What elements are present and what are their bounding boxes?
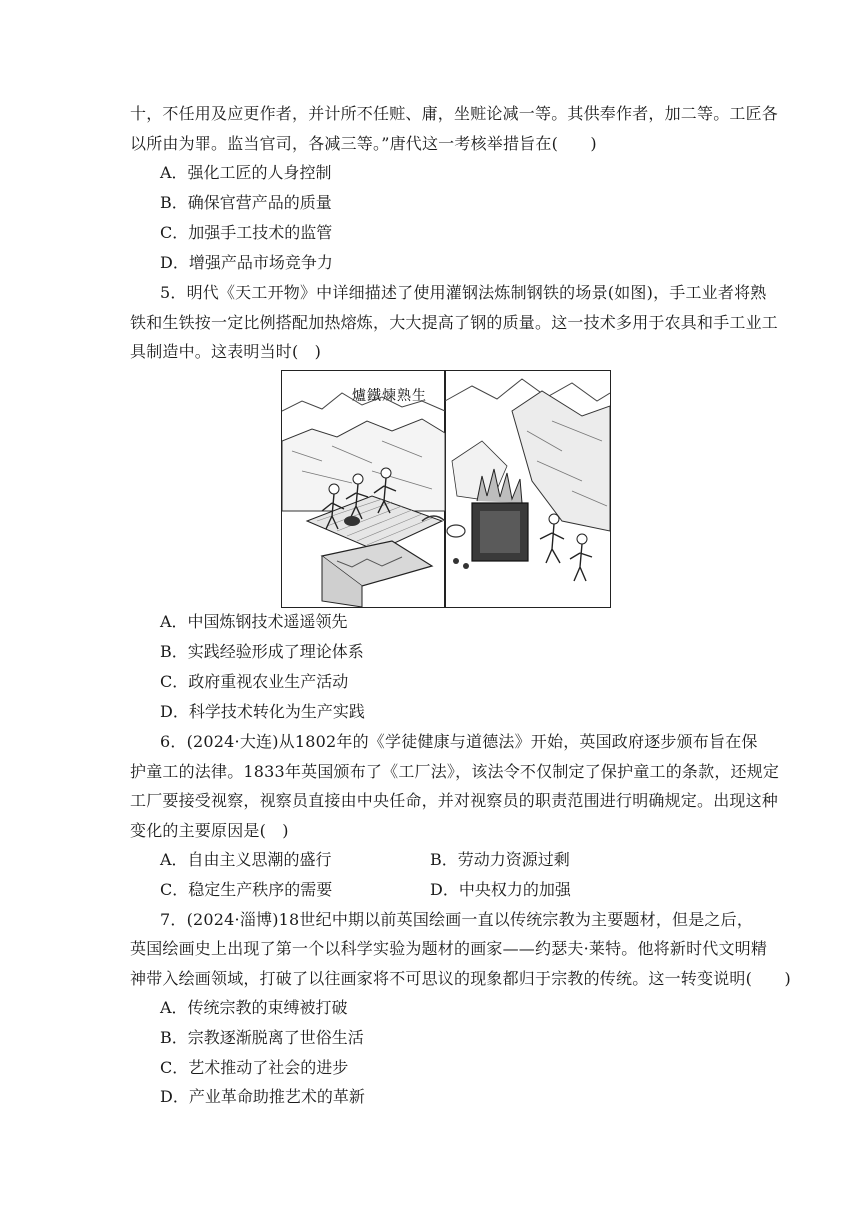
bellows-ring: [447, 525, 465, 537]
q6-option-c[interactable]: C．稳定生产秩序的需要: [160, 880, 333, 899]
q7-option-a[interactable]: A．传统宗教的束缚被打破: [160, 998, 348, 1017]
q5-stem-line-2: 铁和生铁按一定比例搭配加热熔炼，大大提高了钢的质量。这一技术多用于农具和手工业工: [130, 313, 779, 332]
right-mountain-ridge: [445, 379, 610, 401]
q5-option-a[interactable]: A．中国炼钢技术遥遥领先: [160, 612, 348, 631]
q7-stem-line-1: 7．(2024·淄博)18世纪中期以前英国绘画一直以传统宗教为主要题材，但是之后，: [160, 910, 754, 929]
tiangong-kaiwu-illustration: [281, 370, 611, 608]
furnace-door: [480, 511, 520, 553]
q6-stem-line-3: 工厂要接受视察，视察员直接由中央任命，并对视察员的职责范围进行明确规定。出现这种: [130, 791, 779, 810]
worker-head-2: [353, 474, 363, 484]
worker-head-4: [549, 514, 559, 524]
q4-option-a[interactable]: A．强化工匠的人身控制: [160, 163, 332, 182]
left-hills: [282, 419, 445, 511]
q4-option-b[interactable]: B．确保官营产品的质量: [160, 193, 332, 212]
q6-stem-line-2: 护童工的法律。1833年英国颁布了《工厂法》，该法令不仅制定了保护童工的条款，还规定: [130, 762, 780, 781]
q6-option-a[interactable]: A．自由主义思潮的盛行: [160, 850, 332, 869]
q7-option-c[interactable]: C．艺术推动了社会的进步: [160, 1058, 349, 1077]
iron-piece-1: [453, 558, 459, 564]
q6-option-b[interactable]: B．劳动力资源过剩: [430, 850, 570, 869]
q7-stem-line-2: 英国绘画史上出现了第一个以科学实验为题材的画家——约瑟夫·莱特。他将新时代文明精: [130, 939, 768, 958]
q6-stem-line-1: 6．(2024·大连)从1802年的《学徒健康与道德法》开始，英国政府逐步颁布旨在保: [160, 732, 758, 751]
worker-head-3: [381, 468, 391, 478]
q5-option-b[interactable]: B．实践经验形成了理论体系: [160, 642, 364, 661]
q4-option-d[interactable]: D．增强产品市场竞争力: [160, 253, 333, 272]
q6-stem-line-4: 变化的主要原因是( ): [130, 821, 289, 840]
worker-head-5: [577, 534, 587, 544]
q6-option-d[interactable]: D．中央权力的加强: [430, 880, 571, 899]
illustration-drawing: [282, 371, 610, 607]
q5-stem-line-3: 具制造中。这表明当时( ): [130, 342, 322, 361]
q5-stem-line-1: 5．明代《天工开物》中详细描述了使用灌钢法炼制钢铁的场景(如图)，手工业者将熟: [160, 283, 767, 302]
illustration-title: 爐鐵煉熟生: [352, 388, 427, 404]
q4-stem-line-1: 十，不任用及应更作者，并计所不任赃、庸，坐赃论减一等。其供奉作者，加二等。工匠各: [130, 104, 779, 123]
q7-stem-line-3: 神带入绘画领域，打破了以往画家将不可思议的现象都归于宗教的传统。这一转变说明( ): [130, 969, 791, 988]
worker-body-4: [540, 524, 564, 563]
q7-option-b[interactable]: B．宗教逐渐脱离了世俗生活: [160, 1028, 364, 1047]
q4-option-c[interactable]: C．加强手工技术的监管: [160, 223, 333, 242]
q5-option-c[interactable]: C．政府重视农业生产活动: [160, 672, 349, 691]
q4-stem-line-2: 以所由为罪。监当官司，各减三等。”唐代这一考核举措旨在( ): [130, 134, 597, 153]
q7-option-d[interactable]: D．产业革命助推艺术的革新: [160, 1087, 365, 1106]
crucible: [344, 516, 360, 526]
iron-piece-2: [463, 563, 469, 569]
worker-head-1: [329, 484, 339, 494]
worker-body-5: [570, 544, 592, 581]
q5-option-d[interactable]: D．科学技术转化为生产实践: [160, 702, 365, 721]
